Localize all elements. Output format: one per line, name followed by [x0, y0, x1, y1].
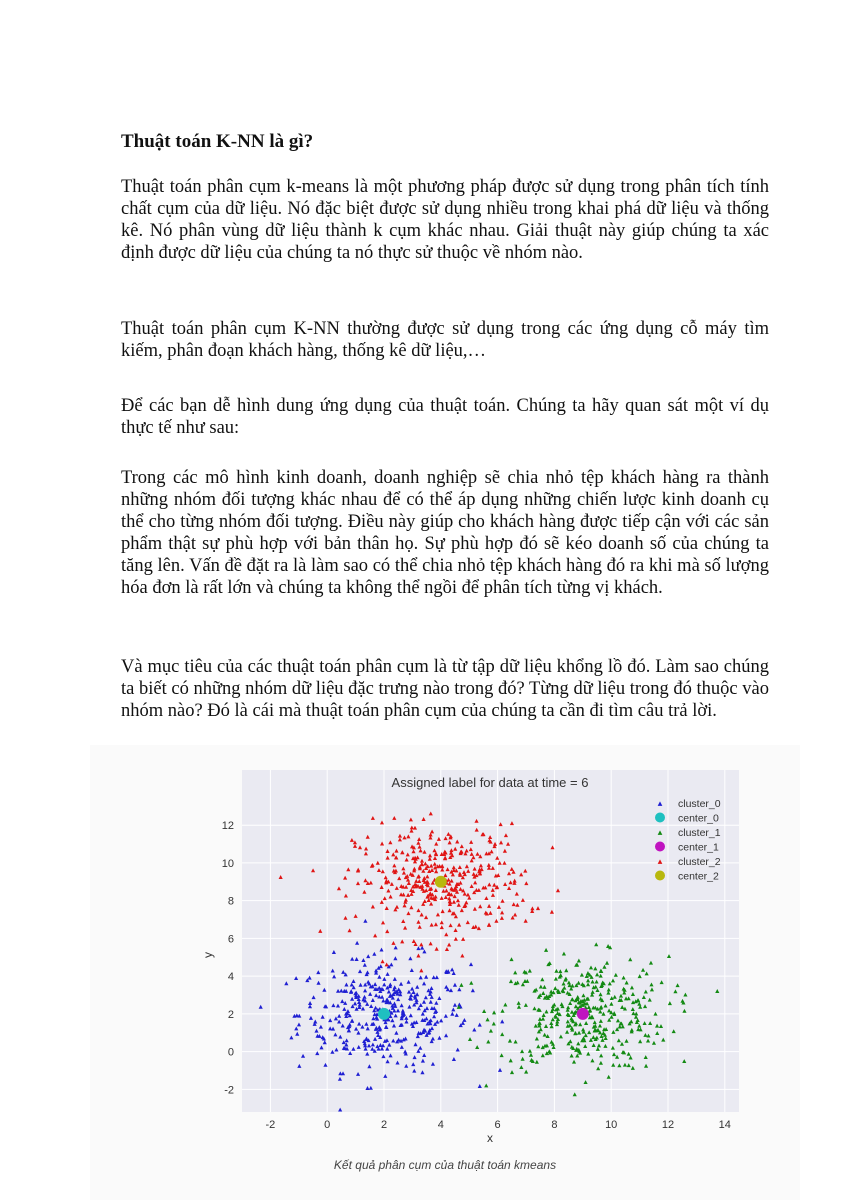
y-tick-label: 12 — [221, 820, 234, 833]
paragraph-4: Trong các mô hình kinh doanh, doanh nghiệp sẽ chia nhỏ tệp khách hàng ra thành những nhóm đối tượng khác nhau để có thể áp dụng những chiến lược kinh doanh cụ thể cho từng nhóm đối tượng. Điều này giúp cho khách hàng được tiếp cận với các sản phẩm thật sự phù hợp với bản thân họ. Sự phù hợp đó sẽ kéo doanh số của chúng ta tăng lên. Vấn đề đặt ra là làm sao có thể chia nhỏ tệp khách hàng đó ra khi mà số lượng hóa đơn là rất lớn và chúng ta không thể ngồi để phân tích từng vị khách. — [121, 468, 769, 598]
y-tick-label: 6 — [227, 933, 234, 946]
x-tick-label: 2 — [380, 1119, 388, 1131]
legend-entry: center_2 — [678, 870, 719, 883]
y-axis-label: y — [201, 952, 215, 958]
chart-figure — [90, 745, 800, 1200]
paragraph-5: Và mục tiêu của các thuật toán phân cụm là từ tập dữ liệu khổng lồ đó. Làm sao chúng ta biết có những nhóm dữ liệu đặc trưng nào trong đó? Từng dữ liệu trong đó thuộc vào nhóm nào? Đó là cái mà thuật toán phân cụm của chúng ta cần đi tìm câu trả lời. — [121, 657, 769, 721]
x-tick-label: 6 — [494, 1119, 501, 1131]
center_2-marker — [435, 876, 447, 888]
plot-area — [242, 770, 739, 1112]
x-axis-label: x — [487, 1131, 493, 1145]
center_0-marker — [378, 1008, 390, 1020]
x-tick-label: 4 — [437, 1119, 444, 1131]
y-tick-label: 4 — [227, 971, 234, 984]
section-heading: Thuật toán K-NN là gì? — [121, 131, 314, 152]
y-tick-label: 8 — [227, 895, 234, 908]
paragraph-2: Thuật toán phân cụm K-NN thường được sử dụng trong các ứng dụng cỗ máy tìm kiếm, phân đoạn khách hàng, thống kê dữ liệu,… — [121, 319, 769, 361]
y-tick-label: 2 — [227, 1008, 234, 1021]
x-tick-label: 12 — [661, 1119, 675, 1131]
x-tick-label: 0 — [324, 1119, 331, 1131]
x-tick-label: 14 — [718, 1119, 731, 1131]
y-tick-label: 10 — [221, 857, 234, 870]
center_0-legend-marker — [655, 813, 665, 823]
paragraph-3: Để các bạn dễ hình dung ứng dụng của thuật toán. Chúng ta hãy quan sát một ví dụ thực tế như sau: — [121, 396, 769, 438]
center_2-legend-marker — [655, 871, 665, 881]
chart-title: Assigned label for data at time = 6 — [391, 775, 589, 790]
x-tick-label: 8 — [551, 1119, 558, 1131]
y-tick-label: -2 — [224, 1084, 234, 1097]
x-tick-label: -2 — [265, 1119, 276, 1131]
x-tick-label: 10 — [605, 1119, 618, 1131]
legend-entry: cluster_2 — [678, 856, 721, 868]
center_1-marker — [577, 1008, 589, 1020]
figure-caption: Kết quả phân cụm của thuật toán kmeans — [333, 1158, 557, 1172]
scatter-chart — [90, 745, 800, 1155]
legend-entry: cluster_0 — [678, 798, 721, 810]
paragraph-1: Thuật toán phân cụm k-means là một phương pháp được sử dụng trong phân tích tính chất cụm của dữ liệu. Nó đặc biệt được sử dụng nhiều trong khai phá dữ liệu và thống kê. Nó phân vùng dữ liệu thành k cụm khác nhau. Giải thuật này giúp chúng ta xác định được dữ liệu của chúng ta nó thực sử thuộc về nhóm nào. — [121, 177, 769, 263]
legend-entry: cluster_1 — [678, 827, 721, 839]
legend-entry: center_0 — [678, 812, 719, 825]
legend-entry: center_1 — [678, 841, 719, 854]
center_1-legend-marker — [655, 842, 665, 852]
y-tick-label: 0 — [227, 1046, 234, 1059]
